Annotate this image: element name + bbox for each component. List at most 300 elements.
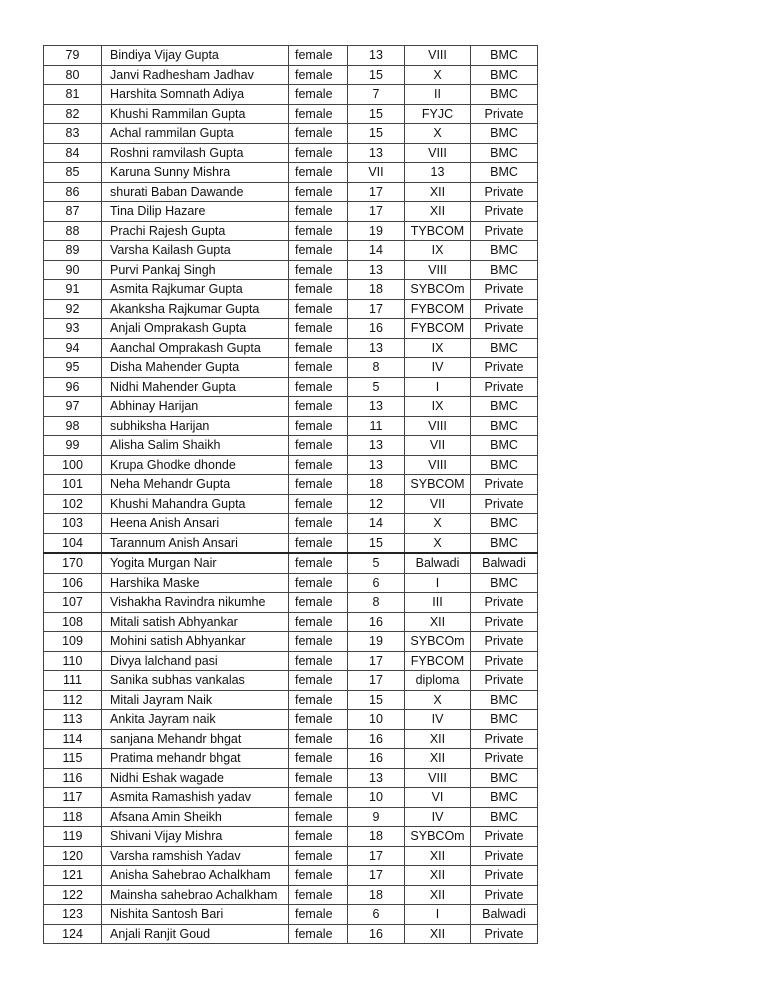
serial-number-cell: 120 [44,846,102,866]
name-cell: Anjali Omprakash Gupta [102,319,289,339]
table-row [44,143,538,163]
table-row [44,163,538,183]
class-cell: VIII [405,768,471,788]
table-body [44,46,538,944]
name-cell: Ankita Jayram naik [102,710,289,730]
name-cell: Divya lalchand pasi [102,651,289,671]
serial-number-cell: 119 [44,827,102,847]
school-cell: BMC [471,788,538,808]
class-cell: SYBCOm [405,632,471,652]
school-cell: BMC [471,416,538,436]
table-row [44,514,538,534]
name-cell: Mainsha sahebrao Achalkham [102,885,289,905]
serial-number-cell: 97 [44,397,102,417]
name-cell: Afsana Amin Sheikh [102,807,289,827]
school-cell: Balwadi [471,553,538,573]
table-row [44,632,538,652]
age-cell: 15 [348,65,405,85]
class-cell: IV [405,710,471,730]
gender-cell: female [289,827,348,847]
age-cell: 17 [348,299,405,319]
class-cell: SYBCOm [405,827,471,847]
table-row [44,885,538,905]
data-table [43,45,538,944]
serial-number-cell: 100 [44,455,102,475]
class-cell: XII [405,612,471,632]
gender-cell: female [289,299,348,319]
serial-number-cell: 86 [44,182,102,202]
serial-number-cell: 111 [44,671,102,691]
class-cell: SYBCOm [405,280,471,300]
class-cell: X [405,533,471,553]
age-cell: 17 [348,202,405,222]
name-cell: Pratima mehandr bhgat [102,749,289,769]
table-row [44,807,538,827]
name-cell: Krupa Ghodke dhonde [102,455,289,475]
school-cell: Private [471,885,538,905]
class-cell: VIII [405,46,471,66]
class-cell: VIII [405,455,471,475]
age-cell: 11 [348,416,405,436]
gender-cell: female [289,241,348,261]
serial-number-cell: 116 [44,768,102,788]
age-cell: 10 [348,788,405,808]
name-cell: Anisha Sahebrao Achalkham [102,866,289,886]
name-cell: Janvi Radhesham Jadhav [102,65,289,85]
school-cell: Private [471,475,538,495]
class-cell: SYBCOM [405,475,471,495]
age-cell: 14 [348,241,405,261]
age-cell: 15 [348,104,405,124]
age-cell: 8 [348,593,405,613]
table-row [44,905,538,925]
age-cell: 5 [348,377,405,397]
serial-number-cell: 124 [44,924,102,944]
school-cell: BMC [471,260,538,280]
serial-number-cell: 99 [44,436,102,456]
name-cell: Heena Anish Ansari [102,514,289,534]
serial-number-cell: 123 [44,905,102,925]
age-cell: 16 [348,612,405,632]
serial-number-cell: 117 [44,788,102,808]
age-cell: 16 [348,924,405,944]
gender-cell: female [289,573,348,593]
age-cell: 15 [348,533,405,553]
name-cell: Varsha Kailash Gupta [102,241,289,261]
class-cell: FYBCOM [405,651,471,671]
serial-number-cell: 102 [44,494,102,514]
serial-number-cell: 92 [44,299,102,319]
serial-number-cell: 84 [44,143,102,163]
school-cell: BMC [471,124,538,144]
class-cell: I [405,905,471,925]
class-cell: Balwadi [405,553,471,573]
class-cell: II [405,85,471,105]
school-cell: BMC [471,85,538,105]
name-cell: Asmita Rajkumar Gupta [102,280,289,300]
gender-cell: female [289,533,348,553]
class-cell: XII [405,885,471,905]
table-row [44,202,538,222]
gender-cell: female [289,436,348,456]
age-cell: 17 [348,651,405,671]
school-cell: Private [471,593,538,613]
school-cell: BMC [471,65,538,85]
name-cell: Bindiya Vijay Gupta [102,46,289,66]
name-cell: Harshika Maske [102,573,289,593]
class-cell: XII [405,866,471,886]
serial-number-cell: 89 [44,241,102,261]
serial-number-cell: 94 [44,338,102,358]
table-row [44,319,538,339]
age-cell: 13 [348,397,405,417]
gender-cell: female [289,671,348,691]
school-cell: BMC [471,807,538,827]
name-cell: Aanchal Omprakash Gupta [102,338,289,358]
age-cell: 13 [348,338,405,358]
serial-number-cell: 106 [44,573,102,593]
serial-number-cell: 108 [44,612,102,632]
serial-number-cell: 104 [44,533,102,553]
school-cell: BMC [471,241,538,261]
name-cell: Karuna Sunny Mishra [102,163,289,183]
name-cell: Neha Mehandr Gupta [102,475,289,495]
gender-cell: female [289,104,348,124]
serial-number-cell: 109 [44,632,102,652]
class-cell: XII [405,749,471,769]
gender-cell: female [289,553,348,573]
name-cell: Mitali Jayram Naik [102,690,289,710]
age-cell: 14 [348,514,405,534]
gender-cell: female [289,768,348,788]
serial-number-cell: 113 [44,710,102,730]
table-row [44,65,538,85]
school-cell: BMC [471,143,538,163]
name-cell: sanjana Mehandr bhgat [102,729,289,749]
class-cell: VII [405,436,471,456]
gender-cell: female [289,85,348,105]
age-cell: 5 [348,553,405,573]
name-cell: Mohini satish Abhyankar [102,632,289,652]
school-cell: BMC [471,514,538,534]
class-cell: IX [405,397,471,417]
serial-number-cell: 122 [44,885,102,905]
serial-number-cell: 118 [44,807,102,827]
class-cell: XII [405,924,471,944]
age-cell: 12 [348,494,405,514]
gender-cell: female [289,514,348,534]
school-cell: Private [471,612,538,632]
age-cell: 16 [348,749,405,769]
age-cell: 15 [348,690,405,710]
gender-cell: female [289,416,348,436]
class-cell: IX [405,241,471,261]
table-row [44,358,538,378]
class-cell: VIII [405,260,471,280]
table-row [44,124,538,144]
gender-cell: female [289,65,348,85]
age-cell: 13 [348,143,405,163]
class-cell: VIII [405,143,471,163]
table-row [44,455,538,475]
age-cell: 13 [348,46,405,66]
school-cell: Private [471,924,538,944]
serial-number-cell: 170 [44,553,102,573]
name-cell: Mitali satish Abhyankar [102,612,289,632]
age-cell: 18 [348,475,405,495]
table-row [44,651,538,671]
serial-number-cell: 115 [44,749,102,769]
age-cell: 6 [348,573,405,593]
name-cell: Varsha ramshish Yadav [102,846,289,866]
name-cell: Akanksha Rajkumar Gupta [102,299,289,319]
class-cell: I [405,377,471,397]
class-cell: IV [405,358,471,378]
school-cell: Private [471,104,538,124]
name-cell: Roshni ramvilash Gupta [102,143,289,163]
table-row [44,494,538,514]
class-cell: VI [405,788,471,808]
serial-number-cell: 93 [44,319,102,339]
gender-cell: female [289,866,348,886]
gender-cell: female [289,319,348,339]
serial-number-cell: 87 [44,202,102,222]
name-cell: Anjali Ranjit Goud [102,924,289,944]
age-cell: 18 [348,885,405,905]
class-cell: FYJC [405,104,471,124]
class-cell: TYBCOM [405,221,471,241]
table-row [44,85,538,105]
table-row [44,397,538,417]
gender-cell: female [289,612,348,632]
school-cell: BMC [471,436,538,456]
school-cell: Private [471,827,538,847]
table-row [44,46,538,66]
name-cell: shurati Baban Dawande [102,182,289,202]
school-cell: BMC [471,397,538,417]
school-cell: Private [471,846,538,866]
gender-cell: female [289,807,348,827]
name-cell: Prachi Rajesh Gupta [102,221,289,241]
serial-number-cell: 101 [44,475,102,495]
class-cell: FYBCOM [405,299,471,319]
age-cell: 13 [348,436,405,456]
table-row [44,533,538,553]
age-cell: 8 [348,358,405,378]
gender-cell: female [289,494,348,514]
school-cell: Private [471,651,538,671]
table-row [44,710,538,730]
age-cell: 17 [348,866,405,886]
table-row [44,104,538,124]
gender-cell: female [289,710,348,730]
school-cell: Private [471,749,538,769]
serial-number-cell: 114 [44,729,102,749]
gender-cell: female [289,788,348,808]
serial-number-cell: 85 [44,163,102,183]
serial-number-cell: 107 [44,593,102,613]
gender-cell: female [289,182,348,202]
name-cell: Disha Mahender Gupta [102,358,289,378]
class-cell: IX [405,338,471,358]
school-cell: Private [471,319,538,339]
table-row [44,690,538,710]
gender-cell: female [289,632,348,652]
age-cell: 16 [348,319,405,339]
school-cell: Private [471,632,538,652]
name-cell: Nidhi Eshak wagade [102,768,289,788]
school-cell: BMC [471,710,538,730]
gender-cell: female [289,729,348,749]
school-cell: BMC [471,455,538,475]
school-cell: Balwadi [471,905,538,925]
gender-cell: female [289,397,348,417]
table-row [44,553,538,573]
serial-number-cell: 81 [44,85,102,105]
serial-number-cell: 96 [44,377,102,397]
age-cell: 17 [348,846,405,866]
table-row [44,182,538,202]
gender-cell: female [289,202,348,222]
gender-cell: female [289,46,348,66]
age-cell: 19 [348,221,405,241]
school-cell: BMC [471,533,538,553]
school-cell: Private [471,299,538,319]
school-cell: Private [471,221,538,241]
class-cell: X [405,124,471,144]
name-cell: Tarannum Anish Ansari [102,533,289,553]
class-cell: FYBCOM [405,319,471,339]
name-cell: Purvi Pankaj Singh [102,260,289,280]
age-cell: 17 [348,182,405,202]
class-cell: XII [405,729,471,749]
gender-cell: female [289,260,348,280]
age-cell: 18 [348,827,405,847]
name-cell: Yogita Murgan Nair [102,553,289,573]
name-cell: Alisha Salim Shaikh [102,436,289,456]
gender-cell: female [289,377,348,397]
serial-number-cell: 88 [44,221,102,241]
serial-number-cell: 121 [44,866,102,886]
serial-number-cell: 79 [44,46,102,66]
table-row [44,221,538,241]
class-cell: X [405,65,471,85]
gender-cell: female [289,358,348,378]
class-cell: X [405,514,471,534]
class-cell: XII [405,182,471,202]
table-row [44,475,538,495]
age-cell: 9 [348,807,405,827]
name-cell: Tina Dilip Hazare [102,202,289,222]
name-cell: Nishita Santosh Bari [102,905,289,925]
name-cell: subhiksha Harijan [102,416,289,436]
table-row [44,593,538,613]
gender-cell: female [289,143,348,163]
serial-number-cell: 83 [44,124,102,144]
age-cell: 16 [348,729,405,749]
school-cell: Private [471,358,538,378]
age-cell: 19 [348,632,405,652]
age-cell: 13 [348,455,405,475]
name-cell: Nidhi Mahender Gupta [102,377,289,397]
name-cell: Vishakha Ravindra nikumhe [102,593,289,613]
gender-cell: female [289,338,348,358]
school-cell: BMC [471,163,538,183]
school-cell: BMC [471,46,538,66]
gender-cell: female [289,690,348,710]
serial-number-cell: 91 [44,280,102,300]
table-row [44,924,538,944]
gender-cell: female [289,163,348,183]
gender-cell: female [289,924,348,944]
age-cell: 7 [348,85,405,105]
school-cell: BMC [471,573,538,593]
class-cell: XII [405,202,471,222]
gender-cell: female [289,593,348,613]
table-row [44,299,538,319]
age-cell: VII [348,163,405,183]
class-cell: VIII [405,416,471,436]
serial-number-cell: 82 [44,104,102,124]
serial-number-cell: 98 [44,416,102,436]
school-cell: Private [471,494,538,514]
name-cell: Khushi Rammilan Gupta [102,104,289,124]
age-cell: 17 [348,671,405,691]
gender-cell: female [289,651,348,671]
name-cell: Shivani Vijay Mishra [102,827,289,847]
table-row [44,436,538,456]
table-row [44,338,538,358]
serial-number-cell: 95 [44,358,102,378]
gender-cell: female [289,846,348,866]
school-cell: BMC [471,768,538,788]
school-cell: BMC [471,690,538,710]
school-cell: Private [471,182,538,202]
serial-number-cell: 90 [44,260,102,280]
class-cell: diploma [405,671,471,691]
table-row [44,729,538,749]
name-cell: Khushi Mahandra Gupta [102,494,289,514]
name-cell: Sanika subhas vankalas [102,671,289,691]
class-cell: IV [405,807,471,827]
table-row [44,768,538,788]
age-cell: 18 [348,280,405,300]
table-row [44,749,538,769]
table-row [44,846,538,866]
gender-cell: female [289,885,348,905]
gender-cell: female [289,455,348,475]
age-cell: 6 [348,905,405,925]
table-row [44,612,538,632]
age-cell: 15 [348,124,405,144]
class-cell: 13 [405,163,471,183]
gender-cell: female [289,221,348,241]
name-cell: Harshita Somnath Adiya [102,85,289,105]
table-row [44,788,538,808]
table-row [44,377,538,397]
school-cell: Private [471,729,538,749]
serial-number-cell: 103 [44,514,102,534]
table-row [44,241,538,261]
class-cell: X [405,690,471,710]
gender-cell: female [289,124,348,144]
class-cell: XII [405,846,471,866]
serial-number-cell: 112 [44,690,102,710]
age-cell: 13 [348,260,405,280]
age-cell: 13 [348,768,405,788]
serial-number-cell: 110 [44,651,102,671]
school-cell: BMC [471,338,538,358]
